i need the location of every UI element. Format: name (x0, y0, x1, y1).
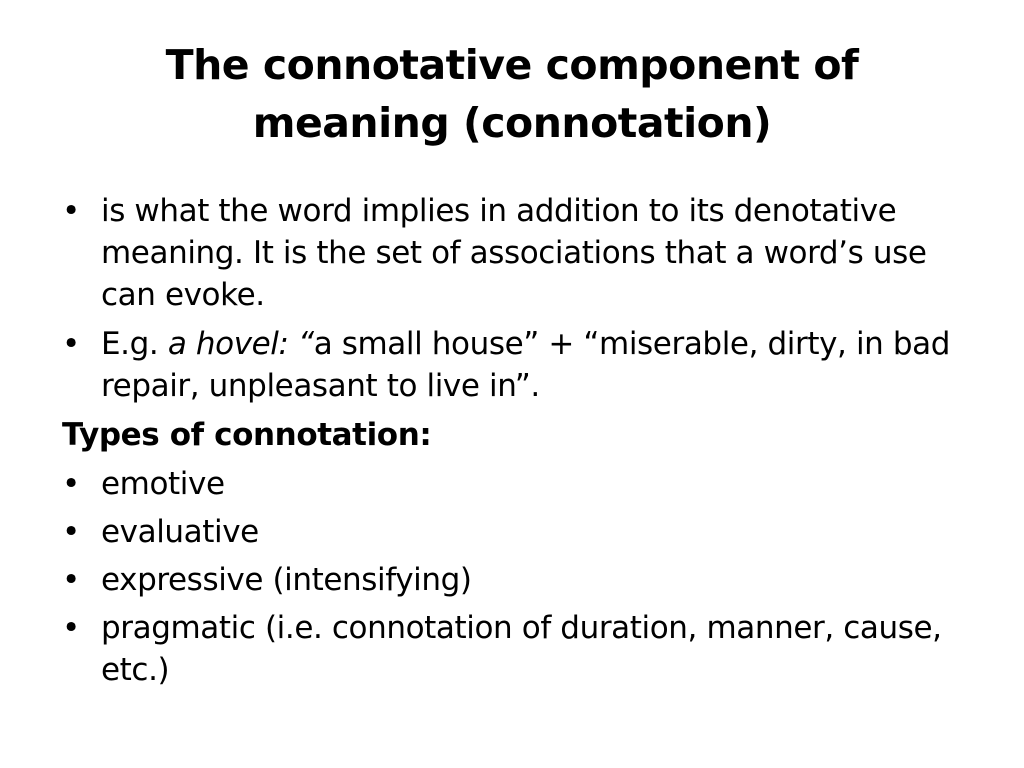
slide-body (62, 190, 962, 697)
type-item-evaluative: • evaluative (62, 511, 962, 553)
slide-title (80, 36, 944, 152)
type-item-pragmatic: • pragmatic (i.e. connotation of duration, manner, cause, etc.) (62, 607, 962, 691)
example-prefix: E.g. (101, 326, 168, 362)
definition-bullet: • is what the word implies in addition to its denotative meaning. It is the set of associations that a word’s use can evoke. (62, 190, 962, 316)
title-line-1: The connotative component of (165, 41, 859, 89)
title-line-2: meaning (connotation) (252, 99, 772, 147)
type-item-emotive: • emotive (62, 463, 962, 505)
types-heading: Types of connotation: (62, 417, 432, 453)
example-term: a hovel: “ (167, 326, 314, 362)
type-item-expressive: • expressive (intensifying) (62, 559, 962, 601)
example-rest: a small house” + “miserable, dirty, in bad repair, unpleasant to live in”. (101, 326, 951, 404)
example-bullet (62, 323, 962, 407)
